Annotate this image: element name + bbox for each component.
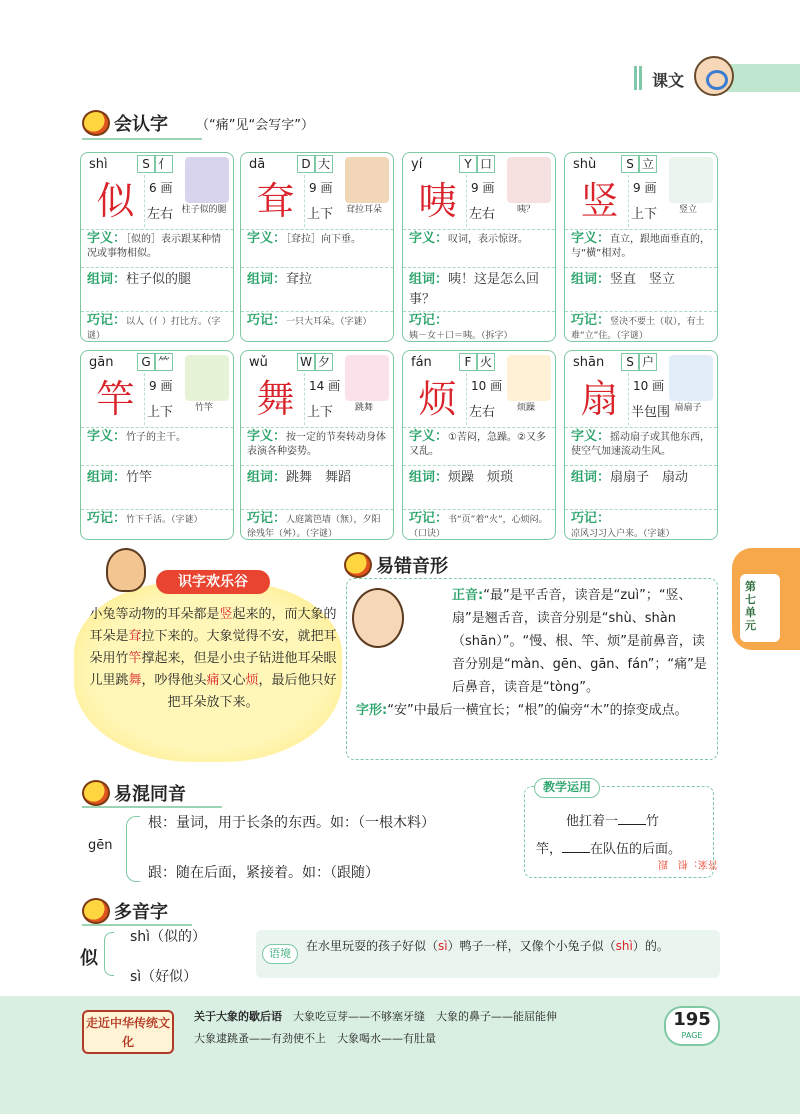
card-structure: 上下 — [307, 405, 334, 420]
card-illustration-icon — [345, 355, 389, 401]
card-structure: 上下 — [147, 405, 174, 420]
section-title: 易混同音 — [114, 784, 186, 805]
char-card — [80, 152, 234, 342]
card-hanzi: 似 — [87, 175, 145, 227]
card-tip: 巧记：竖决不要土（収），有土难“立”住。（字谜） — [565, 311, 717, 342]
card-illustration-icon — [669, 157, 713, 203]
card-radical: ⺮ — [155, 353, 173, 371]
section-note: （“痛”见“会写字”） — [196, 117, 314, 133]
polyphone-reading-2: sì（好似） — [130, 969, 198, 985]
section-underline — [82, 138, 202, 140]
card-radical-letter: Y — [459, 155, 477, 173]
section-title: 易错音形 — [376, 556, 448, 577]
card-structure: 上下 — [631, 207, 658, 222]
card-hanzi: 烦 — [409, 373, 467, 425]
card-radical-letter: F — [459, 353, 477, 371]
card-structure: 半包围 — [631, 405, 671, 420]
card-words: 组词：咦！这是怎么回事？ — [403, 267, 555, 311]
bee-icon — [344, 552, 372, 578]
char-card — [80, 350, 234, 540]
card-tip: 巧记：书“页”着“火”，心烦闷。（口诀） — [403, 509, 555, 540]
card-structure: 上下 — [307, 207, 334, 222]
card-radical: 火 — [477, 353, 495, 371]
polyphone-char: 似 — [80, 948, 98, 969]
card-hanzi: 竖 — [571, 175, 629, 227]
card-hanzi: 咦 — [409, 175, 467, 227]
card-meaning: 字义：［似的］表示跟某种情况或事物相似。 — [81, 229, 233, 267]
card-strokes: 9 画 — [633, 181, 657, 195]
card-words: 组词：耷拉 — [241, 267, 393, 311]
char-card — [402, 350, 556, 540]
card-words: 组词：烦躁 烦琐 — [403, 465, 555, 509]
card-tip: 巧记：人庭篱笆墙（無），夕阳徐残年（舛）。（字谜） — [241, 509, 393, 540]
bee-icon — [82, 110, 110, 136]
char-card — [564, 350, 718, 540]
card-strokes: 9 画 — [149, 379, 173, 393]
section-heading-huirenzi — [82, 110, 314, 136]
homophone-row-gen2: 跟：随在后面，紧接着。如：（跟随） — [148, 865, 379, 881]
card-caption: 竖立 — [678, 205, 697, 215]
bee-icon — [82, 898, 110, 924]
context-text: 在水里玩耍的孩子好似（sì）鸭子一样，又像个小兔子似（shì）的。 — [306, 939, 669, 953]
bee-icon — [82, 780, 110, 806]
char-card — [564, 152, 718, 342]
card-illustration-icon — [185, 355, 229, 401]
card-radical: 夕 — [315, 353, 333, 371]
card-radical: 大 — [315, 155, 333, 173]
section-title: 会认字 — [114, 114, 168, 135]
card-radical: 口 — [477, 155, 495, 173]
section-heading-homophone — [82, 780, 186, 806]
card-caption: 烦躁 — [516, 403, 535, 413]
card-illustration-icon — [345, 157, 389, 203]
card-meaning: 字义：直立，跟地面垂直的，与“横”相对。 — [565, 229, 717, 267]
char-card — [240, 350, 394, 540]
card-hanzi: 竿 — [87, 373, 145, 425]
card-illustration-icon — [507, 157, 551, 203]
card-pinyin: dā — [249, 157, 266, 172]
card-radical-letter: S — [621, 155, 639, 173]
magnifier-mascot-icon — [694, 56, 734, 96]
culture-badge: 走近中华传统文化 — [82, 1010, 174, 1054]
card-illustration-icon — [507, 355, 551, 401]
card-hanzi: 耷 — [247, 175, 305, 227]
header-label: 课文 — [652, 71, 685, 90]
story-text: 小兔等动物的耳朵都是竖起来的，而大象的耳朵是耷拉下来的。大象觉得不安，就把耳朵用竹竿撑起来，但是小虫子钻进他耳朵眼儿里跳舞，吵得他头痛又心烦，最后他只好把耳朵放下来。 — [89, 607, 337, 710]
card-caption: 扇扇子 — [674, 403, 702, 413]
card-tip: 巧记：以人（亻）打比方。（字谜） — [81, 311, 233, 342]
practice-title: 教学运用 — [534, 778, 600, 798]
story-title: 识字欢乐谷 — [156, 570, 270, 594]
card-tip: 巧记：竹下千活。（字谜） — [81, 509, 233, 540]
card-strokes: 10 画 — [471, 379, 503, 393]
card-radical: 亻 — [155, 155, 173, 173]
section-title: 多音字 — [114, 902, 168, 923]
card-meaning: 字义：［耷拉］向下垂。 — [241, 229, 393, 267]
card-caption: 咦？ — [516, 205, 535, 215]
card-meaning: 字义：叹词，表示惊讶。 — [403, 229, 555, 267]
card-hanzi: 扇 — [571, 373, 629, 425]
card-words: 组词：柱子似的腿 — [81, 267, 233, 311]
practice-text: 他扛着一 竹 竿， 在队伍的后面。 — [536, 808, 706, 864]
answer-blank[interactable] — [618, 811, 646, 825]
card-pinyin: shù — [573, 157, 597, 172]
polyphone-reading-1: shì（似的） — [130, 929, 207, 945]
practice-answer: 答案：根 跟 — [658, 858, 718, 869]
card-words: 组词：扇扇子 扇动 — [565, 465, 717, 509]
section-heading-polyphone — [82, 898, 168, 924]
card-caption: 跳舞 — [354, 403, 373, 413]
section-heading-yicuo — [344, 552, 448, 578]
card-caption: 竹竿 — [194, 403, 213, 413]
card-strokes: 9 画 — [471, 181, 495, 195]
card-structure: 左右 — [147, 207, 174, 222]
card-tip: 巧记：一只大耳朵。（字谜） — [241, 311, 393, 342]
answer-blank[interactable] — [562, 839, 590, 853]
polyphone-brace — [104, 932, 114, 976]
card-strokes: 10 画 — [633, 379, 665, 393]
card-radical-letter: W — [297, 353, 315, 371]
card-caption: 柱子似的腿 — [181, 205, 227, 215]
card-pinyin: wǔ — [249, 355, 268, 370]
card-words: 组词：竹竿 — [81, 465, 233, 509]
header-bars — [634, 66, 644, 90]
homophone-row-gen1: 根：量词，用于长条的东西。如：（一根木料） — [148, 815, 435, 831]
section-underline — [82, 806, 222, 808]
child-mascot-icon — [106, 548, 146, 592]
card-pinyin: gān — [89, 355, 114, 370]
card-caption: 耷拉耳朵 — [345, 205, 382, 215]
card-radical-letter: G — [137, 353, 155, 371]
card-strokes: 9 画 — [309, 181, 333, 195]
card-pinyin: fán — [411, 355, 432, 370]
card-strokes: 14 画 — [309, 379, 341, 393]
card-structure: 左右 — [469, 207, 496, 222]
card-meaning: 字义：按一定的节奏转动身体表演各种姿势。 — [241, 427, 393, 465]
card-illustration-icon — [669, 355, 713, 401]
card-meaning: 字义：竹子的主干。 — [81, 427, 233, 465]
card-tip: 巧记：姨－女＋口＝咦。（拆字） — [403, 311, 555, 342]
card-meaning: 字义：摇动扇子或其他东西，使空气加速流动生风。 — [565, 427, 717, 465]
card-radical: 户 — [639, 353, 657, 371]
char-card — [402, 152, 556, 342]
card-pinyin: shān — [573, 355, 605, 370]
homophone-pinyin: gēn — [88, 838, 113, 853]
card-tip: 巧记：凉风习习入户来。（字谜） — [565, 509, 717, 540]
card-radical: 立 — [639, 155, 657, 173]
homophone-brace — [126, 816, 140, 882]
card-pinyin: yí — [411, 157, 423, 172]
page-number: 195 PAGE — [664, 1006, 720, 1046]
card-illustration-icon — [185, 157, 229, 203]
pronunciation-text: 正音:“最”是平舌音，读音是“zuì”；“竖、扇”是翘舌音，读音分别是“shù、shàn（shān）”。“慢、根、竿、烦”是前鼻音，读音分别是“màn、gēn、gān、fán”；“痛”是后鼻音，读音是“tòng”。 字形:“安”中最后一横宜长；“根”的偏旁“木”的捺变成点。 — [356, 588, 707, 718]
unit-tab-label: 第七单元 — [745, 580, 756, 632]
card-radical-letter: S — [621, 353, 639, 371]
card-radical-letter: D — [297, 155, 315, 173]
card-hanzi: 舞 — [247, 373, 305, 425]
context-label: 语境 — [262, 944, 298, 964]
card-structure: 左右 — [469, 405, 496, 420]
card-words: 组词：竖直 竖立 — [565, 267, 717, 311]
char-card — [240, 152, 394, 342]
card-meaning: 字义：①苦闷，急躁。②又多又乱。 — [403, 427, 555, 465]
card-strokes: 6 画 — [149, 181, 173, 195]
card-pinyin: shì — [89, 157, 108, 172]
card-words: 组词：跳舞 舞蹈 — [241, 465, 393, 509]
card-radical-letter: S — [137, 155, 155, 173]
footer-text: 关于大象的歇后语 大象吃豆芽——不够塞牙缝 大象的鼻子——能屈能伸 大象逮跳蚤——有劲使不上 大象喝水——有肚量 — [194, 1010, 557, 1045]
